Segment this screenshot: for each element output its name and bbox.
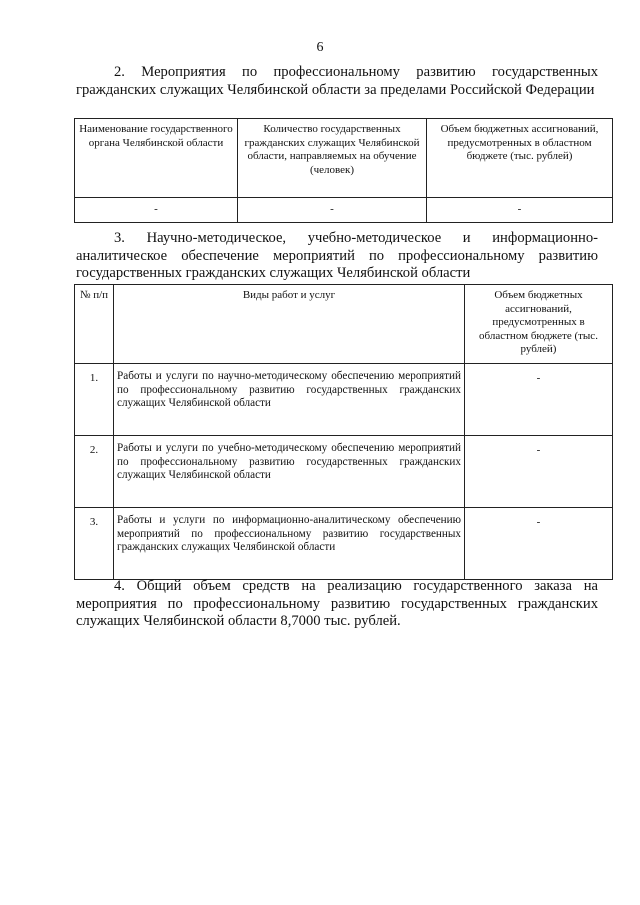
row-value: - [465, 436, 613, 508]
header-budget: Объем бюджетных ассигнований, предусмотренных в областном бюджете (тыс. рублей) [427, 119, 613, 198]
header-budget: Объем бюджетных ассигнований, предусмотренных в областном бюджете (тыс. рублей) [465, 285, 613, 364]
row-value: - [465, 508, 613, 580]
row-text: Работы и услуги по научно-методическому обеспечению мероприятий по профессиональному развитию государственных гражданских служащих Челябинской области [114, 364, 465, 436]
row-number: 3. [75, 508, 114, 580]
table-row [75, 198, 613, 223]
header-work-types: Виды работ и услуг [114, 285, 465, 364]
row-number: 2. [75, 436, 114, 508]
cell-budget: - [427, 198, 613, 223]
header-employee-count: Количество государственных гражданских служащих Челябинской области, направляемых на обучение (человек) [238, 119, 427, 198]
cell-employee-count: - [238, 198, 427, 223]
table-row [75, 436, 613, 508]
page-number: 6 [316, 40, 324, 55]
table-row [75, 364, 613, 436]
table-row [75, 508, 613, 580]
header-agency: Наименование государственного органа Челябинской области [75, 119, 238, 198]
section-2-heading: 2. Мероприятия по профессиональному развитию государственных гражданских служащих Челябинской области за пределами Российской Федерации [76, 64, 598, 98]
section-4-summary: 4. Общий объем средств на реализацию государственного заказа на мероприятия по профессиональному развитию государственных гражданских служащих Челябинской области 8,7000 тыс. рублей. [76, 578, 598, 629]
row-value: - [465, 364, 613, 436]
section-3-heading: 3. Научно-методическое, учебно-методическое и информационно-аналитическое обеспечение мероприятий по профессиональному развитию государственных гражданских служащих Челябинской области [76, 230, 598, 281]
row-text: Работы и услуги по информационно-аналитическому обеспечению мероприятий по профессиональному развитию государственных гражданских служащих Челябинской области [114, 508, 465, 580]
header-number: № п/п [75, 285, 114, 364]
row-number: 1. [75, 364, 114, 436]
foreign-training-table [74, 118, 613, 223]
methodical-support-table [74, 284, 613, 580]
row-text: Работы и услуги по учебно-методическому обеспечению мероприятий по профессиональному развитию государственных гражданских служащих Челябинской области [114, 436, 465, 508]
cell-agency: - [75, 198, 238, 223]
